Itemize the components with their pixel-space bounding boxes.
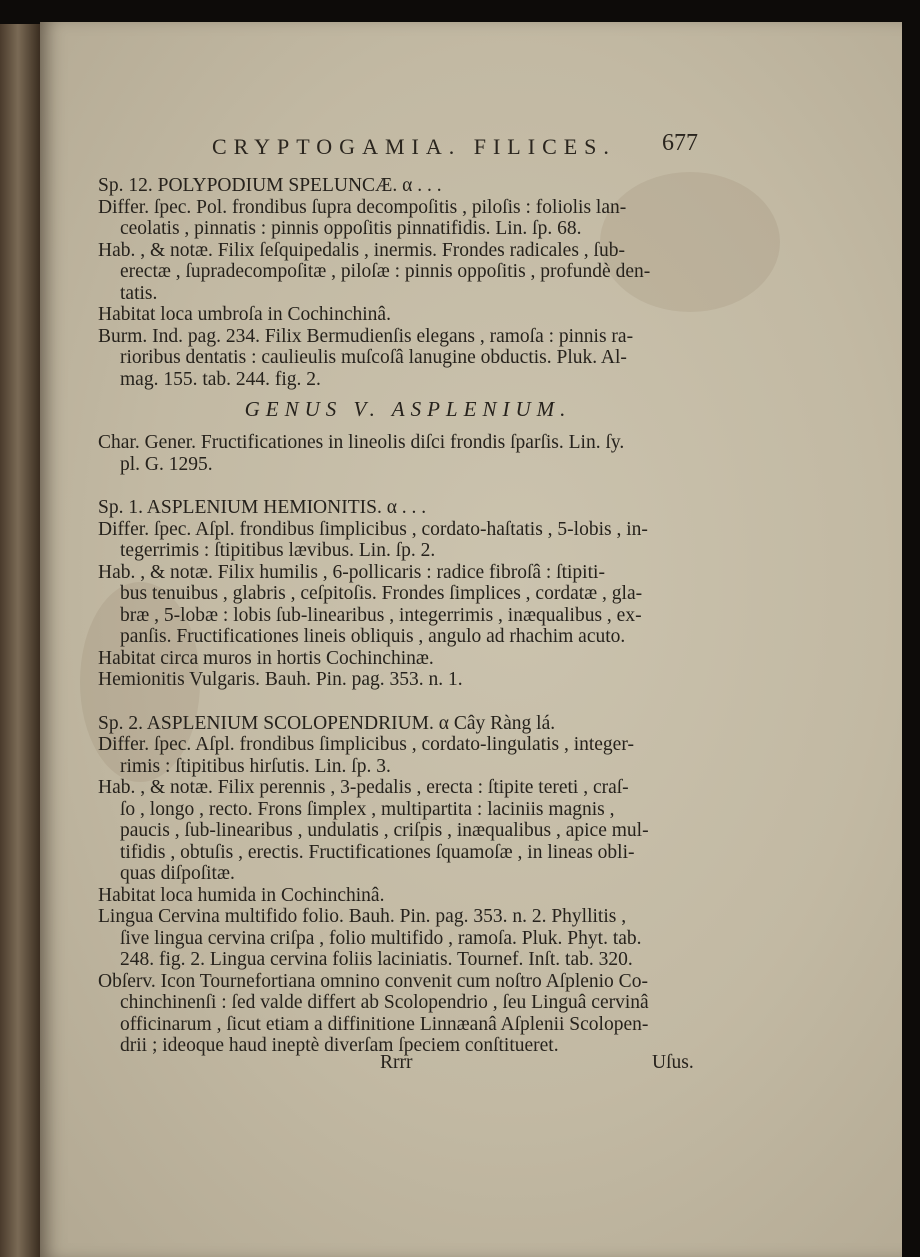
text-line: rimis : ſtipitibus hirſutis. Lin. ſp. 3. (120, 755, 391, 777)
text-line: erectæ , ſupradecompoſitæ , piloſæ : pinnis oppoſitis , profundè den- (120, 261, 651, 282)
signature-mark: Rrrr (380, 1052, 413, 1073)
text-line: Differ. ſpec. Aſpl. frondibus ſimplicibus , cordato-haſtatis , 5-lobis , in- (98, 518, 648, 540)
text-line: Habitat circa muros in hortis Cochinchinæ. (98, 647, 434, 669)
text-line: panſis. Fructificationes lineis obliquis , angulo ad rhachim acuto. (120, 626, 626, 647)
book-page (40, 22, 902, 1257)
text-line: bus tenuibus , glabris , ceſpitoſis. Frondes ſimplices , cordatæ , gla- (120, 583, 643, 604)
text-line: mag. 155. tab. 244. fig. 2. (120, 368, 321, 390)
page-body (98, 175, 718, 1057)
species-heading: Sp. 12. POLYPODIUM SPELUNCÆ. α . . . (98, 175, 442, 196)
text-line: drii ; ideoque haud ineptè diverſam ſpeciem conſtitueret. (120, 1035, 559, 1056)
species-heading: Sp. 2. ASPLENIUM SCOLOPENDRIUM. α Cây Ràng lá. (98, 712, 556, 734)
text-line: Hab. , & notæ. Filix perennis , 3-pedalis , erecta : ſtipite tereti , craſ- (98, 777, 629, 798)
text-line: bræ , 5-lobæ : lobis ſub-linearibus , integerrimis , inæqualibus , ex- (120, 604, 642, 626)
text-line: tegerrimis : ſtipitibus lævibus. Lin. ſp. 2. (120, 540, 436, 561)
text-line: ceolatis , pinnatis : pinnis oppoſitis pinnatifidis. Lin. ſp. 68. (120, 218, 582, 239)
text-line: Hemionitis Vulgaris. Bauh. Pin. pag. 353. n. 1. (98, 669, 463, 690)
text-line: Char. Gener. Fructificationes in lineolis diſci frondis ſparſis. Lin. ſy. (98, 432, 625, 453)
catchword: Uſus. (652, 1052, 694, 1073)
text-line: Differ. ſpec. Pol. frondibus ſupra decompoſitis , piloſis : foliolis lan- (98, 196, 627, 218)
text-line: pl. G. 1295. (120, 453, 213, 475)
text-line: ſive lingua cervina criſpa , folio multifido , ramoſa. Pluk. Phyt. tab. (120, 927, 642, 949)
text-line: paucis , ſub-linearibus , undulatis , criſpis , inæqualibus , apice mul- (120, 820, 649, 841)
text-line: Habitat loca umbroſa in Cochinchinâ. (98, 304, 391, 325)
species-heading: Sp. 1. ASPLENIUM HEMIONITIS. α . . . (98, 497, 427, 518)
page-number: 677 (662, 130, 698, 156)
facing-page-edge (0, 24, 42, 1257)
text-line: Burm. Ind. pag. 234. Filix Bermudienſis elegans , ramoſa : pinnis ra- (98, 325, 634, 347)
text-line: Obſerv. Icon Tournefortiana omnino convenit cum noſtro Aſplenio Co- (98, 970, 648, 992)
spacer (98, 475, 718, 497)
text-line: Hab. , & notæ. Filix humilis , 6-pollicaris : radice fibroſâ : ſtipiti- (98, 561, 605, 583)
spacer (98, 691, 718, 713)
text-line: ſo , longo , recto. Frons ſimplex , multipartita : laciniis magnis , (120, 798, 615, 820)
text-line: tatis. (120, 282, 158, 304)
text-line: officinarum , ſicut etiam a diffinitione Linnæanâ Aſplenii Scolopen- (120, 1013, 649, 1035)
text-line: Differ. ſpec. Aſpl. frondibus ſimplicibus , cordato-lingulatis , integer- (98, 734, 634, 755)
text-line: Habitat loca humida in Cochinchinâ. (98, 884, 385, 906)
text-line: rioribus dentatis : caulieulis muſcoſâ lanugine obductis. Pluk. Al- (120, 347, 627, 368)
running-title: CRYPTOGAMIA. FILICES. (212, 134, 616, 159)
text-line: quas diſpoſitæ. (120, 863, 235, 884)
text-line: Lingua Cervina multifido folio. Bauh. Pin. pag. 353. n. 2. Phyllitis , (98, 906, 627, 927)
genus-heading: GENUS V. ASPLENIUM. (244, 397, 572, 421)
text-line: Hab. , & notæ. Filix ſeſquipedalis , inermis. Frondes radicales , ſub- (98, 239, 625, 261)
text-line: tifidis , obtuſis , erectis. Fructificationes ſquamoſæ , in lineas obli- (120, 841, 635, 863)
text-line: chinchinenſi : ſed valde differt ab Scolopendrio , ſeu Linguâ cervinâ (120, 992, 649, 1013)
text-line: 248. fig. 2. Lingua cervina foliis laciniatis. Tournef. Inſt. tab. 320. (120, 949, 633, 970)
